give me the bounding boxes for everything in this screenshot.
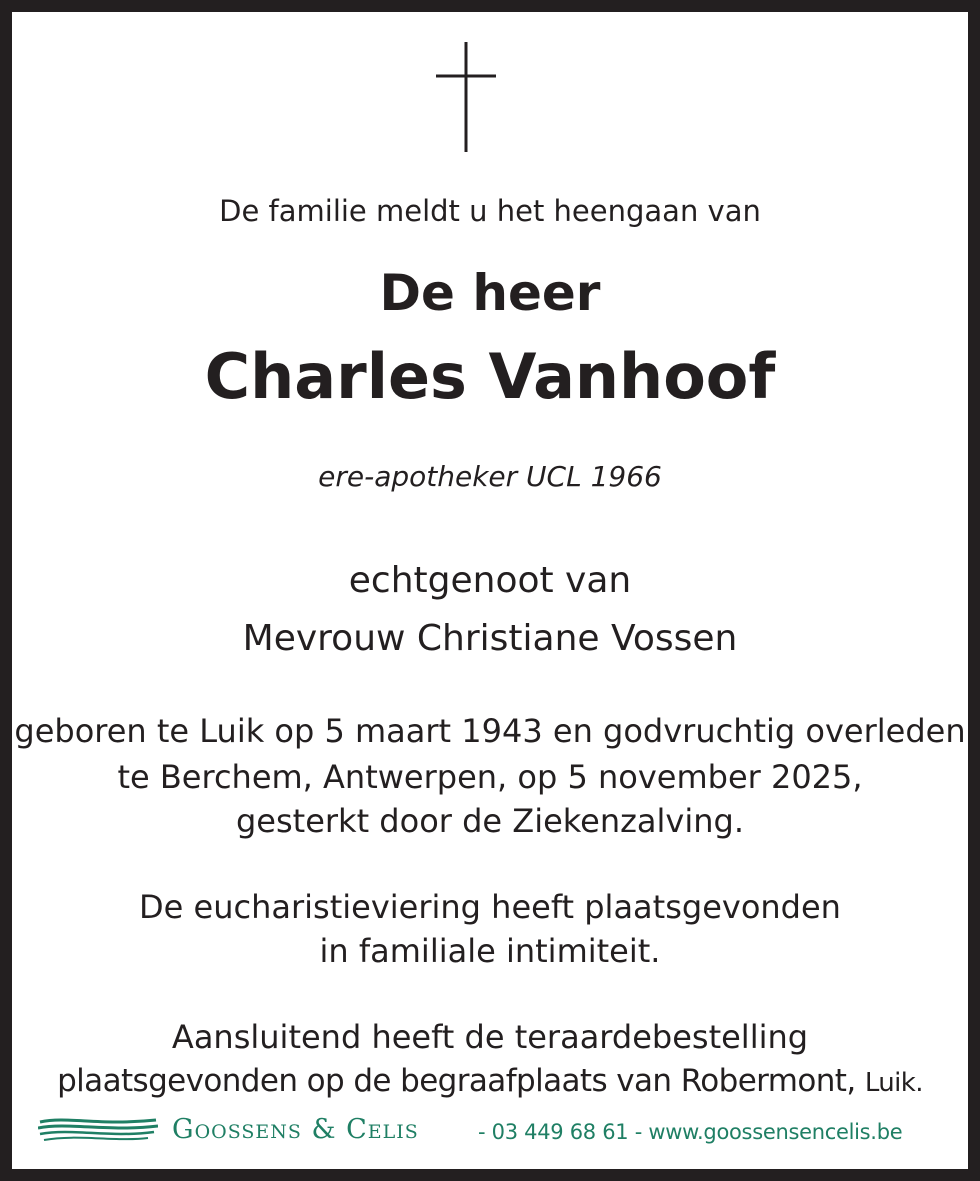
mass-line-1: De eucharistieviering heeft plaatsgevonden xyxy=(139,888,841,926)
intro-text: De familie meldt u het heengaan van xyxy=(219,194,761,228)
life-line-1: geboren te Luik op 5 maart 1943 en godvruchtig overleden xyxy=(14,712,966,750)
burial-line-2 xyxy=(12,1063,968,1099)
cross-icon xyxy=(436,42,496,152)
spouse-name: Mevrouw Christiane Vossen xyxy=(242,618,738,659)
life-line-3: gesterkt door de Ziekenzalving. xyxy=(235,802,745,840)
mass-line-2: in familiale intimiteit. xyxy=(319,932,661,970)
profession-text: ere-apotheker UCL 1966 xyxy=(318,460,662,493)
spouse-label: echtgenoot van xyxy=(348,560,632,601)
burial-line-1: Aansluitend heeft de teraardebestelling xyxy=(171,1018,809,1056)
deceased-name: Charles Vanhoof xyxy=(204,340,776,413)
funeral-home-footer xyxy=(38,1112,958,1148)
burial-city: Luik. xyxy=(864,1068,923,1098)
deceased-title: De heer xyxy=(379,264,601,322)
funeral-home-brand: Goossens & Celis xyxy=(172,1114,419,1145)
waves-icon xyxy=(38,1116,158,1142)
burial-line-2-main: plaatsgevonden op de begraafplaats van Robermont, xyxy=(57,1063,856,1099)
life-line-2: te Berchem, Antwerpen, op 5 november 2025, xyxy=(117,758,863,796)
funeral-home-contact[interactable]: - 03 449 68 61 - www.goossensencelis.be xyxy=(478,1120,903,1144)
